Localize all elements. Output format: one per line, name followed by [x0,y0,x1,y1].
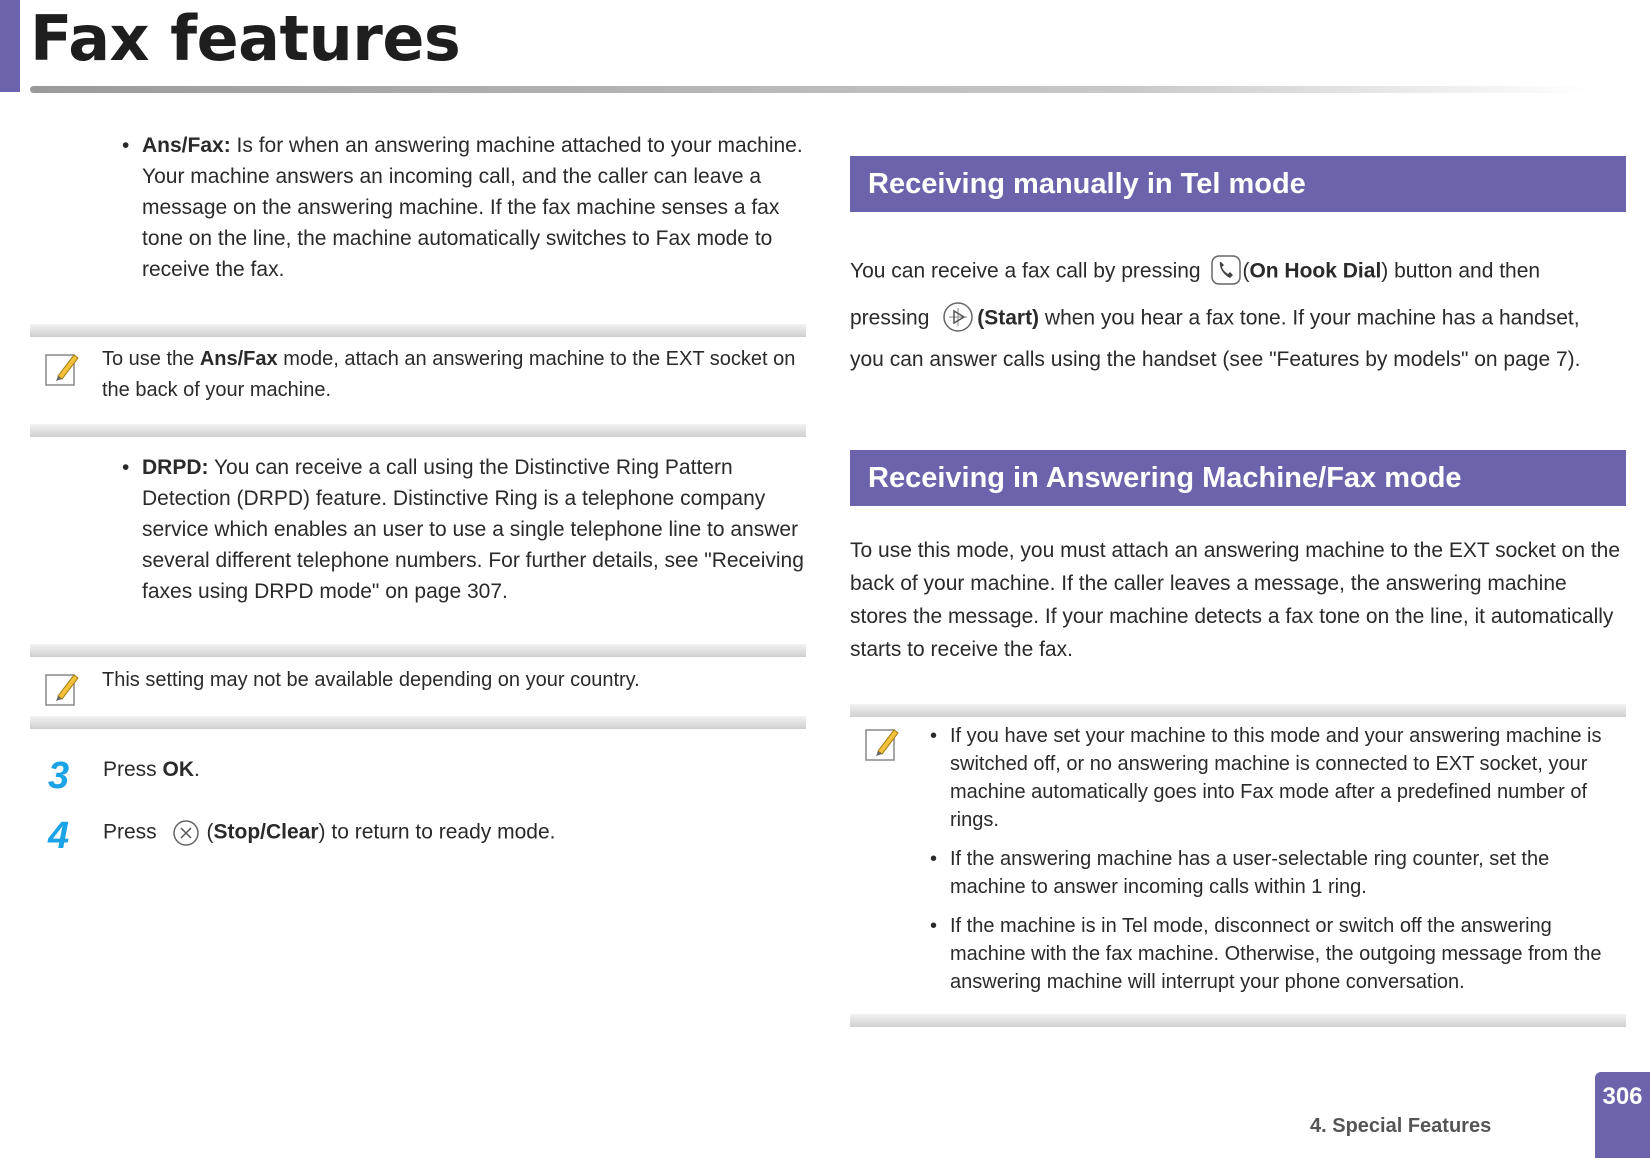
step-4-text: Press (Stop/Clear) to return to ready mode. [103,818,556,848]
step-3-text: Press OK. [103,758,200,781]
note-top-bar [850,704,1626,717]
start-icon [941,300,975,334]
title-accent-bar [0,0,20,92]
section-header-tel-mode: Receiving manually in Tel mode [850,156,1626,212]
paragraph-answering-machine: To use this mode, you must attach an answering machine to the EXT socket on the back of your machine. If the caller leaves a message, the answering machine stores the message. If your machine detects a fax tone on the line, it automatically starts to receive the fax. [850,539,1621,661]
note-top-bar [30,324,806,337]
note-bullet-item: • If the machine is in Tel mode, disconnect or switch off the answering machine with the fax machine. Otherwise, the outgoing message from the answering machine will interrupt your phone conversation. [930,915,1602,993]
section-header-answering-machine: Receiving in Answering Machine/Fax mode [850,450,1626,506]
step-number: 4 [48,815,70,857]
note-pencil-icon [44,669,82,709]
page-title: Fax features [30,2,461,75]
paragraph-tel-mode-line3: you can answer calls using the handset (see "Features by models" on page 7). [850,348,1581,371]
note-bullet-item: • If the answering machine has a user-selectable ring counter, set the machine to answer incoming calls within 1 ring. [930,848,1550,898]
note-pencil-icon [44,349,82,389]
step-number: 3 [48,755,70,797]
paragraph-tel-mode-line1: You can receive a fax call by pressing (On Hook Dial) button and then [850,258,1630,286]
bullet-term: Ans/Fax: [142,134,231,157]
bullet-text: Is for when an answering machine attached to your machine. Your machine answers an incoming call, and the caller can leave a message on the answering machine. If the fax machine senses a fax tone on the line, the machine automatically switches to Fax mode to receive the fax. [142,134,803,281]
title-divider [30,86,1590,93]
bullet-ans-fax: • Ans/Fax: Is for when an answering machine attached to your machine. Your machine answers an incoming call, and the caller can leave a message on the answering machine. If the fax machine senses a fax tone on the line, the machine automatically switches to Fax mode to receive the fax. [122,134,803,281]
note-bottom-bar [30,424,806,437]
bullet-term: DRPD: [142,456,209,479]
note-country: This setting may not be available depending on your country. [102,669,640,691]
note-bottom-bar [850,1014,1626,1027]
note-bottom-bar [30,716,806,729]
phone-icon [1210,254,1242,286]
bullet-text: You can receive a call using the Distinctive Ring Pattern Detection (DRPD) feature. Distinctive Ring is a telephone company service which enables an user to use a single telephone line to answer several different telephone numbers. For further details, see "Receiving faxes using DRPD mode" on page 307. [142,456,804,603]
page-number-badge: 306 [1595,1072,1650,1158]
note-top-bar [30,644,806,657]
bullet-drpd: • DRPD: You can receive a call using the Distinctive Ring Pattern Detection (DRPD) feature. Distinctive Ring is a telephone company service which enables an user to use a single telephone line to answer several different telephone numbers. For further details, see "Receiving faxes using DRPD mode" on page 307. [122,456,804,603]
paragraph-tel-mode-line2: pressing (Start) when you hear a fax tone. If your machine has a handset, [850,304,1630,334]
note-pencil-icon [864,724,902,764]
stop-clear-icon [171,818,201,848]
note-bullet-item: • If you have set your machine to this mode and your answering machine is switched off, or no answering machine is connected to EXT socket, your machine automatically goes into Fax mode after a predefined number of rings. [930,725,1602,831]
note-ans-fax: To use the Ans/Fax mode, attach an answering machine to the EXT socket on the back of your machine. [102,348,796,401]
footer-chapter-label: 4. Special Features [1310,1115,1492,1137]
note-bullet-list [930,722,1630,1007]
